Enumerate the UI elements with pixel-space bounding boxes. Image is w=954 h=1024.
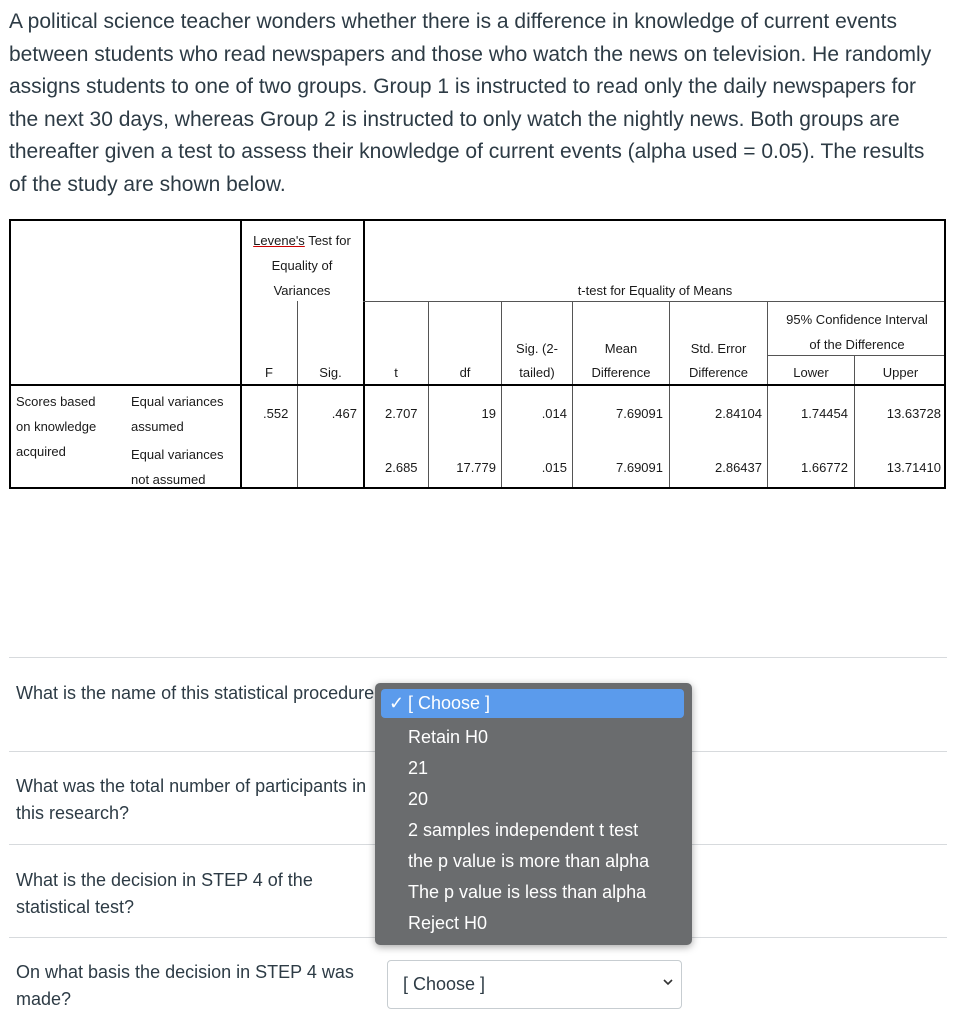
dropdown-option[interactable]: the p value is more than alpha bbox=[408, 851, 650, 871]
question-participants: What was the total number of participants in this research? bbox=[16, 776, 367, 823]
row-sub-label-assumed: Equal variances bbox=[131, 394, 224, 409]
dropdown-option-label: [ Choose ] bbox=[408, 693, 491, 713]
cell-upper: 13.71410 bbox=[886, 460, 941, 475]
ci-header-line1: 95% Confidence Interval bbox=[786, 312, 928, 327]
table-divider bbox=[297, 301, 298, 487]
dropdown-option[interactable]: Reject H0 bbox=[408, 913, 488, 933]
cell-f: .552 bbox=[263, 406, 289, 421]
cell-upper: 13.63728 bbox=[886, 406, 941, 421]
col-header-sig: Sig. bbox=[319, 365, 342, 380]
answer-select-basis[interactable] bbox=[387, 960, 682, 1009]
dropdown-option-choose[interactable] bbox=[381, 689, 684, 718]
row-sub-label-not-assumed-line2: not assumed bbox=[131, 472, 206, 487]
ttest-header: t-test for Equality of Means bbox=[577, 283, 733, 298]
divider bbox=[9, 657, 947, 658]
table-divider bbox=[11, 384, 944, 386]
cell-lower: 1.74454 bbox=[801, 406, 848, 421]
table-divider bbox=[363, 301, 944, 302]
cell-sig: .467 bbox=[331, 406, 357, 421]
cell-t: 2.685 bbox=[385, 460, 418, 475]
col-header-se-line1: Std. Error bbox=[690, 341, 747, 356]
cell-mean-difference: 7.69091 bbox=[616, 406, 663, 421]
spss-independent-t-test-table bbox=[9, 219, 946, 489]
levene-header-line3: Variances bbox=[273, 283, 331, 298]
col-header-sig2-line2: tailed) bbox=[519, 365, 555, 380]
dropdown-option[interactable]: Retain H0 bbox=[408, 727, 489, 747]
cell-std-error: 2.84104 bbox=[715, 406, 762, 421]
row-sub-label-not-assumed: Equal variances bbox=[131, 447, 224, 462]
cell-df: 17.779 bbox=[456, 460, 496, 475]
cell-mean-difference: 7.69091 bbox=[616, 460, 663, 475]
dropdown-option[interactable]: 2 samples independent t test bbox=[408, 820, 639, 840]
col-header-upper: Upper bbox=[882, 365, 919, 380]
cell-sig2: .015 bbox=[541, 460, 567, 475]
col-header-md-line1: Mean bbox=[604, 341, 638, 356]
row-label-line2: on knowledge bbox=[16, 419, 97, 434]
table-divider bbox=[767, 355, 944, 356]
cell-df: 19 bbox=[481, 406, 496, 421]
chevron-down-icon bbox=[663, 977, 673, 987]
cell-std-error: 2.86437 bbox=[715, 460, 762, 475]
col-header-t: t bbox=[394, 365, 398, 380]
col-header-lower: Lower bbox=[793, 365, 829, 380]
dropdown-option[interactable]: The p value is less than alpha bbox=[408, 882, 647, 902]
levene-header: Levene's Test for bbox=[253, 233, 351, 248]
ci-header-line2: of the Difference bbox=[809, 337, 905, 352]
row-sub-label-assumed-line2: assumed bbox=[131, 419, 184, 434]
dropdown-option[interactable]: 21 bbox=[408, 758, 429, 778]
col-header-f: F bbox=[265, 365, 273, 380]
checkmark-icon: ✓ bbox=[389, 693, 405, 713]
col-header-md-line2: Difference bbox=[591, 365, 651, 380]
row-label: Scores based bbox=[16, 394, 96, 409]
question-decision: What is the decision in STEP 4 of the statistical test? bbox=[16, 870, 313, 917]
col-header-se-line2: Difference bbox=[688, 365, 748, 380]
dropdown-option[interactable]: 20 bbox=[408, 789, 429, 809]
question-intro-text: A political science teacher wonders whether there is a difference in knowledge of current events between students who read newspapers and those who watch the news on television. He randomly assigns students to one of two groups. Group 1 is instructed to read only the daily newspapers for the next 30 days, whereas Group 2 is instructed to only watch the nightly news. Both groups are thereafter given a test to assess their knowledge of current events (alpha used = 0.05). The results of the study are shown below. bbox=[9, 10, 932, 196]
col-header-sig2-line1: Sig. (2- bbox=[516, 341, 558, 356]
cell-t: 2.707 bbox=[385, 406, 418, 421]
question-procedure: What is the name of this statistical procedure bbox=[16, 683, 375, 703]
cell-lower: 1.66772 bbox=[801, 460, 848, 475]
levene-header-line2: Equality of bbox=[271, 258, 333, 273]
answer-dropdown-list[interactable] bbox=[375, 683, 692, 945]
question-basis: On what basis the decision in STEP 4 was made? bbox=[16, 962, 354, 1009]
table-divider bbox=[363, 221, 365, 487]
cell-sig2: .014 bbox=[541, 406, 567, 421]
col-header-df: df bbox=[459, 365, 471, 380]
row-label-line3: acquired bbox=[16, 444, 66, 459]
select-value: [ Choose ] bbox=[403, 974, 486, 994]
